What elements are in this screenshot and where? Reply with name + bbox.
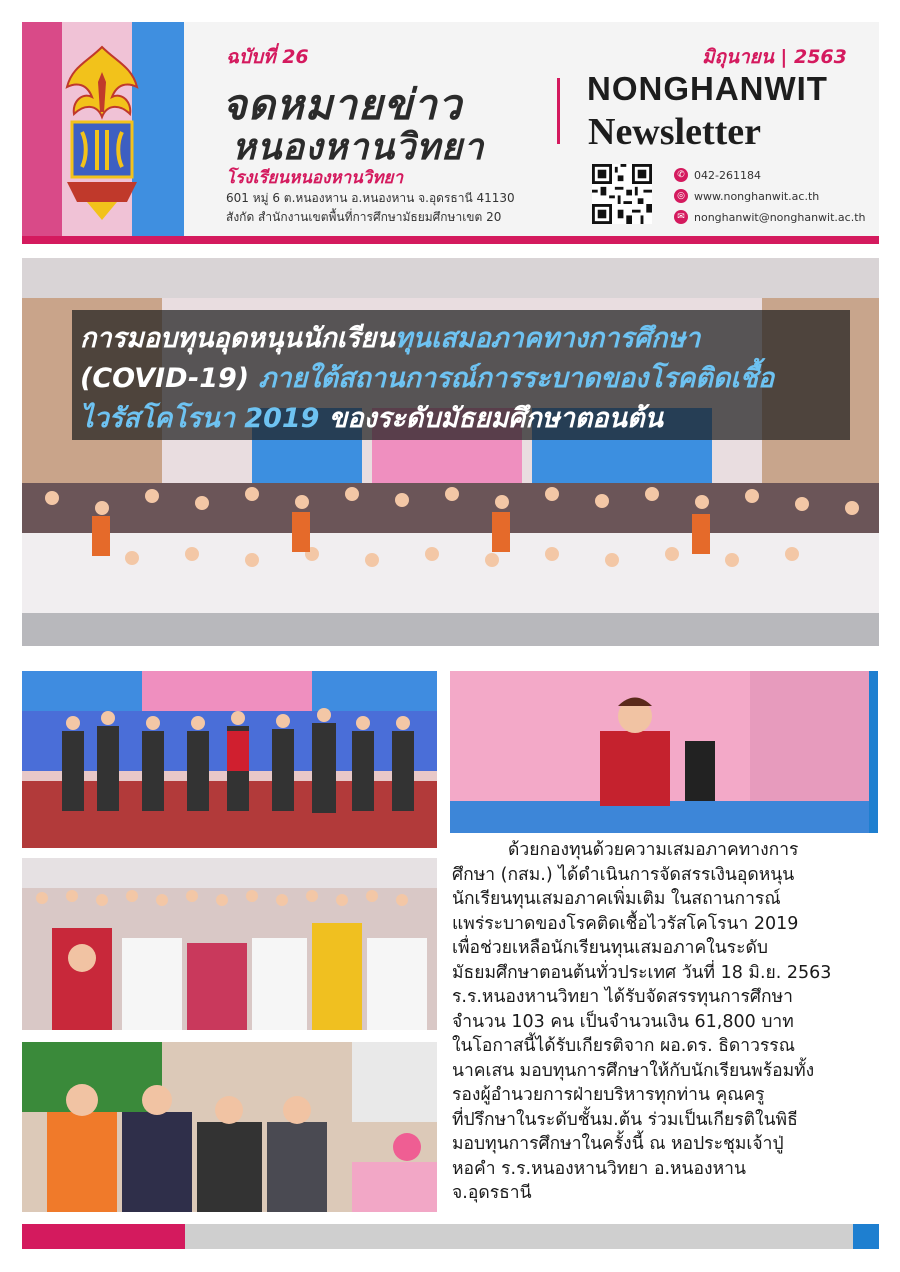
director-speech-photo — [450, 671, 878, 833]
students-audience-photo — [22, 858, 437, 1030]
phone-icon: ✆ — [674, 168, 688, 182]
issue-month: มิถุนายน | 2563 — [702, 46, 847, 68]
contact-website[interactable]: ◎ www.nonghanwit.ac.th — [674, 189, 819, 203]
school-address: 601 หมู่ 6 ต.หนองหาน อ.หนองหาน จ.อุดรธานี 41130 — [226, 191, 515, 205]
teachers-seated-photo — [22, 1042, 437, 1212]
mail-icon: ✉ — [674, 210, 688, 224]
issue-number: ฉบับที่ 26 — [226, 46, 309, 68]
headline-line-2: (COVID-19) ภายใต้สถานการณ์การระบาดของโรคติดเชื้อ — [80, 363, 775, 394]
school-name: โรงเรียนหนองหานวิทยา — [226, 168, 404, 188]
article-paragraph: ด้วยกองทุนด้วยความเสมอภาคทางการ ศึกษา (กสม.) ได้ดำเนินการจัดสรรเงินอุดหนุน นักเรียนทุนเสมอภาคเพิ่มเติม ในสถานการณ์ แพร่ระบาดของโรคติดเชื้อไวรัสโคโรนา 2019 เพื่อช่วยเหลือนักเรียนทุนเสมอภาคในระดับ มัธยมศึกษาตอนต้นทั่วประเทศ วันที่ 18 มิ.ย. 2563 ร.ร.หนองหานวิทยา ได้รับจัดสรรทุนการศึกษา จำนวน 103 คน เป็นจำนวนเงิน 61,800 บาท ในโอกาสนี้ได้รับเกียรติจาก ผอ.ดร. ธิดาวรรณ นาคเสน มอบทุนการศึกษาให้กับนักเรียนพร้อมทั้ง รองผู้อำนวยการฝ่ายบริหารทุกท่าน คุณครู ที่ปรึกษาในระดับชั้นม.ต้น ร่วมเป็นเกียรติในพิธี มอบทุนการศึกษาในครั้งนี้ ณ หอประชุมเจ้าปู่ หอคำ ร.ร.หนองหานวิทยา อ.หนองหาน จ.อุดรธานี — [452, 840, 832, 1203]
scholarship-handover-photo — [22, 671, 437, 848]
qr-code-icon[interactable] — [592, 164, 652, 224]
brand-newsletter: Newsletter — [588, 111, 762, 153]
contact-email[interactable]: ✉ nonghanwit@nonghanwit.ac.th — [674, 210, 865, 224]
hero-group-photo — [22, 258, 879, 646]
school-logo-icon — [52, 42, 152, 222]
newsletter-subtitle: หนองหานวิทยา — [232, 127, 485, 168]
headline-line-1: การมอบทุนอุดหนุนนักเรียนทุนเสมอภาคทางการศึกษา — [80, 323, 701, 354]
footer-accent-pink — [22, 1224, 185, 1249]
newsletter-title: จดหมายข่าว — [222, 80, 463, 129]
footer-bar — [185, 1224, 853, 1249]
contact-phone: ✆ 042-261184 — [674, 168, 761, 182]
header-divider — [557, 78, 560, 144]
logo-band — [22, 22, 184, 240]
brand-name: NONGHANWIT — [587, 70, 828, 107]
headline-line-3: ไวรัสโคโรนา 2019 ของระดับมัธยมศึกษาตอนต้น — [80, 403, 663, 434]
article-body — [452, 838, 876, 1206]
footer-accent-blue — [853, 1224, 879, 1249]
hero-headline-box — [72, 310, 850, 440]
masthead — [22, 22, 879, 240]
header-accent-bar — [22, 236, 879, 244]
globe-icon: ◎ — [674, 189, 688, 203]
photo-accent-bar — [869, 671, 878, 833]
school-affiliation: สังกัด สำนักงานเขตพื้นที่การศึกษามัธยมศึกษาเขต 20 — [226, 210, 502, 224]
